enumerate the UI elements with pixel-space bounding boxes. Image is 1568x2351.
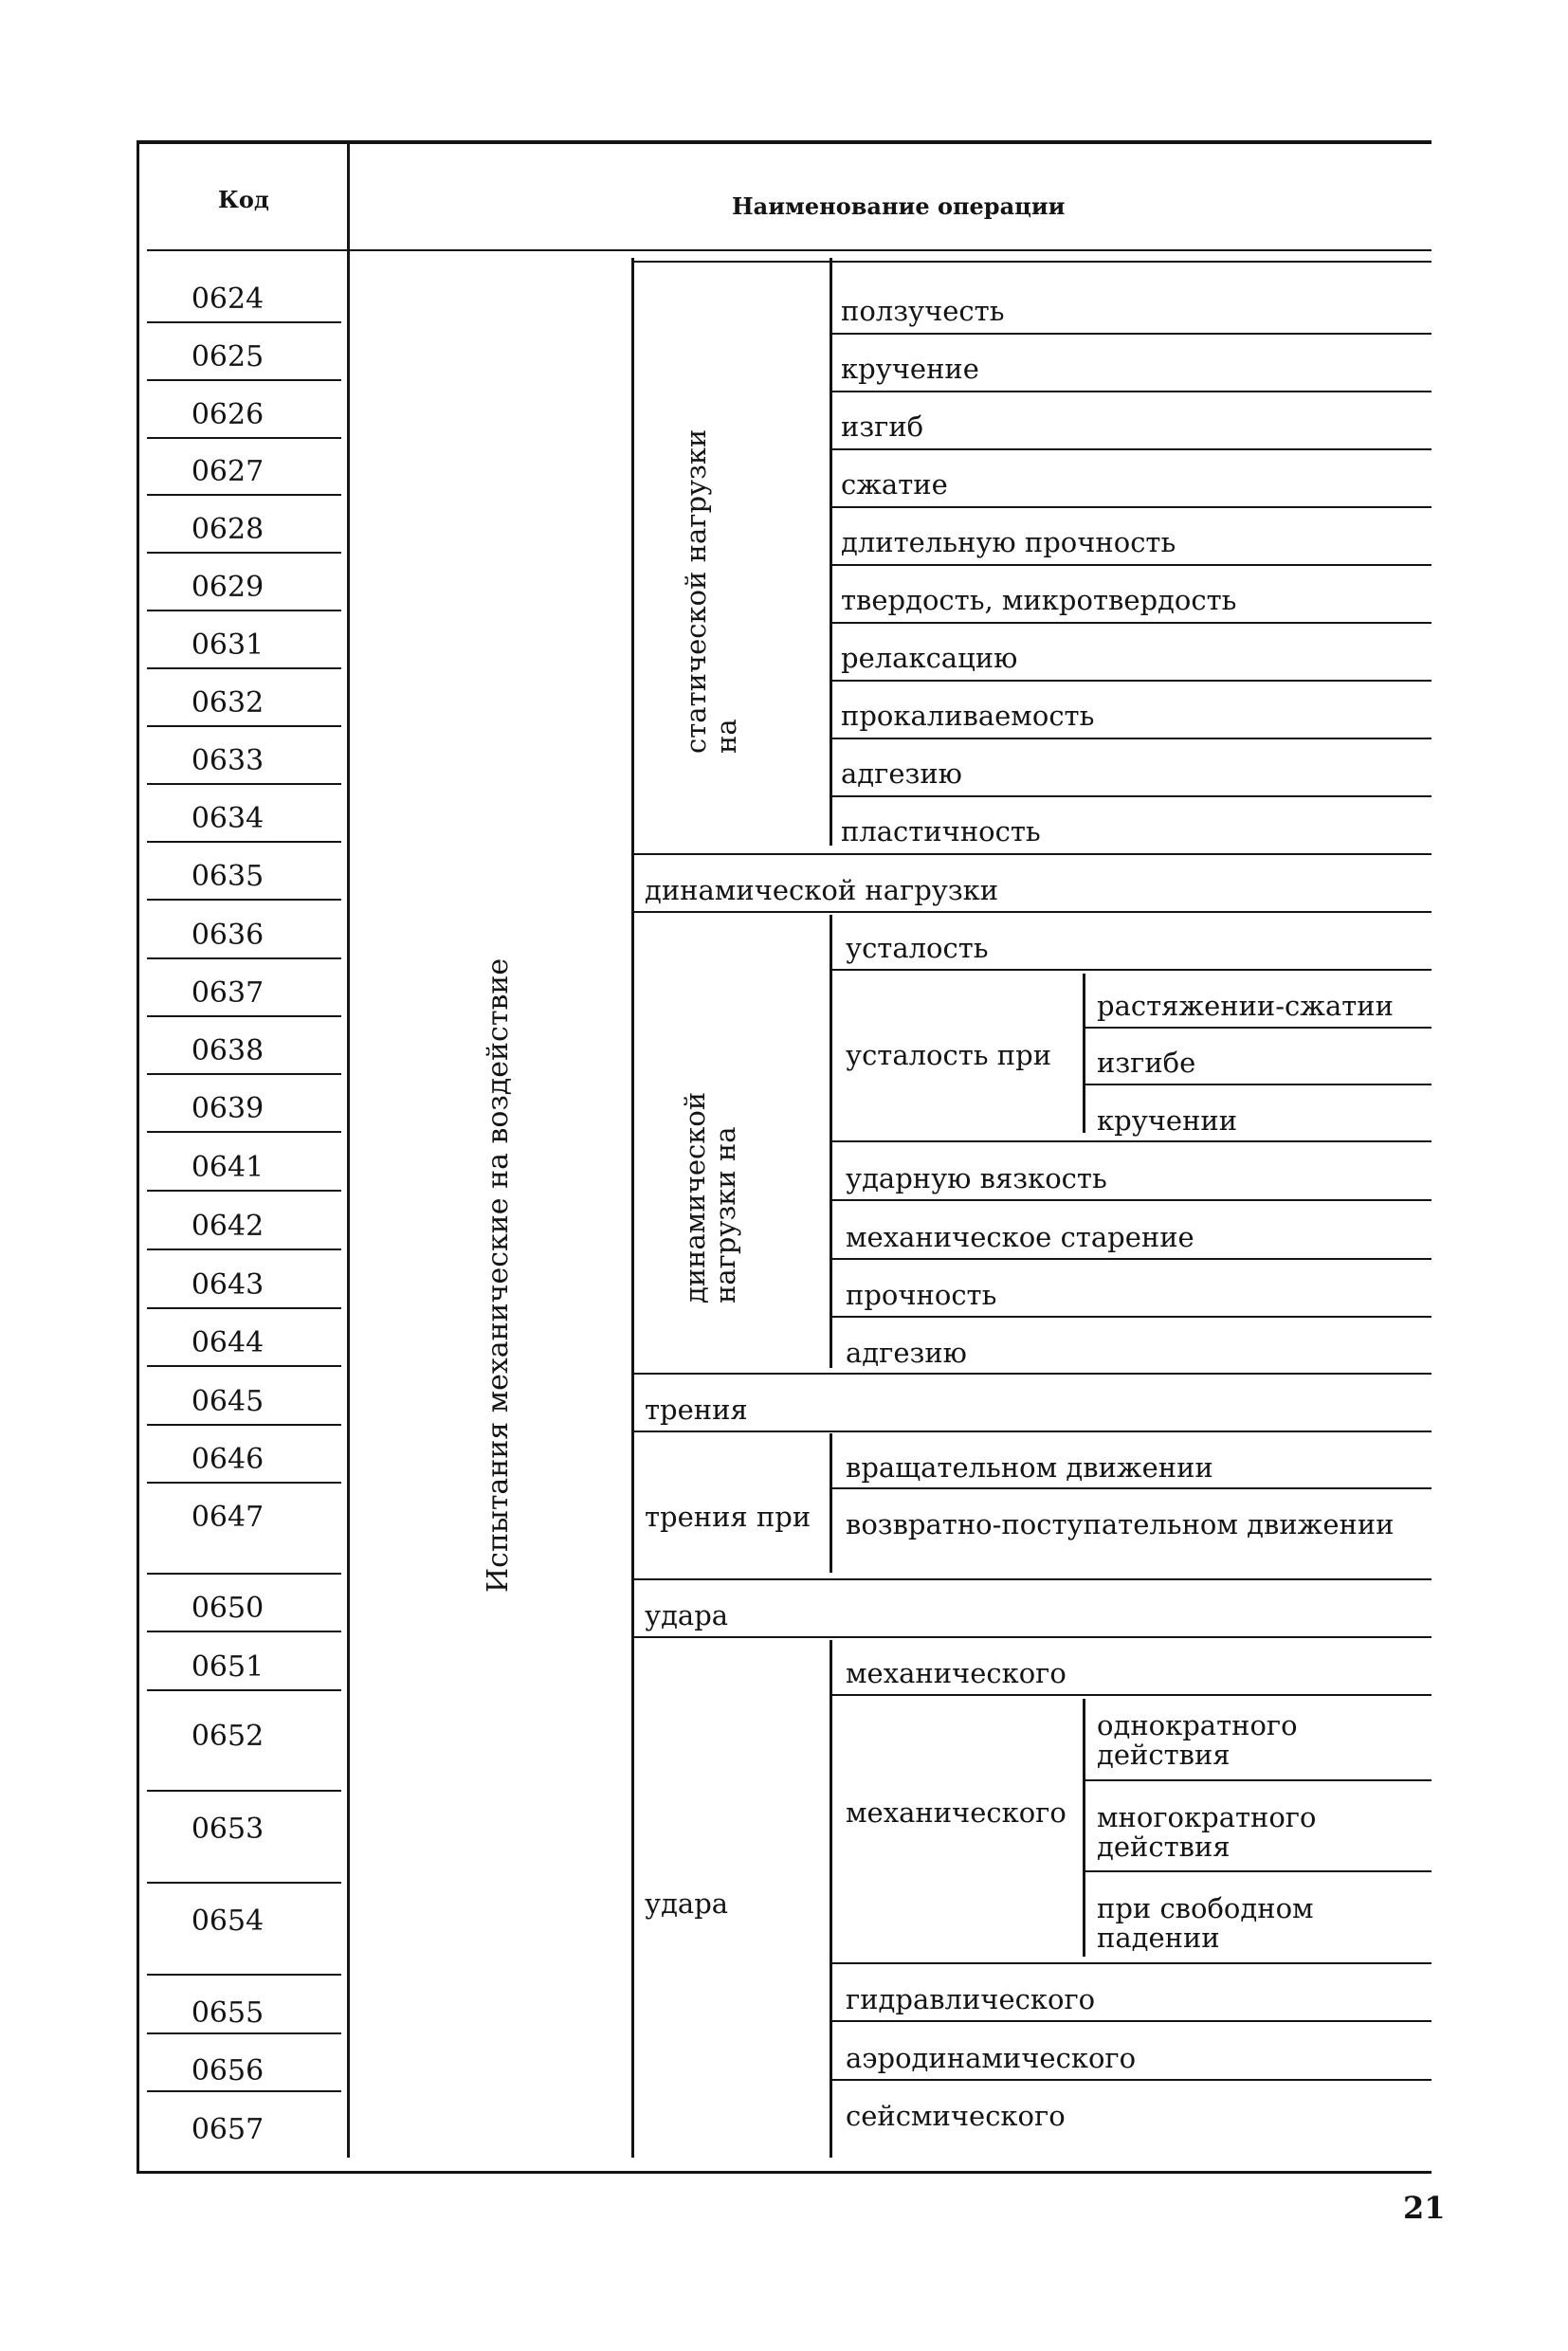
code-cell: 0629 [191, 571, 264, 604]
code-row-rule [147, 1131, 341, 1133]
static-item: твердость, микротвердость [841, 584, 1237, 616]
column-divider-code [347, 144, 350, 2158]
dynamic-row-rule [831, 1316, 1431, 1318]
code-cell: 0655 [191, 1996, 264, 2030]
code-cell: 0646 [191, 1443, 264, 1476]
code-row-rule [147, 1790, 341, 1792]
code-cell: 0628 [191, 513, 264, 546]
static-row-rule [831, 448, 1431, 450]
code-row-rule [147, 552, 341, 554]
code-row-rule [147, 1248, 341, 1250]
impact-row-rule [831, 2079, 1431, 2081]
impact-label: удара [645, 1599, 729, 1631]
mechanical-sub-item: при свободном падении [1097, 1892, 1314, 1954]
code-cell: 0644 [191, 1326, 264, 1359]
mechanical-group-label: механического [846, 1796, 1067, 1829]
static-item: изгиб [841, 410, 924, 443]
column-divider-static [830, 258, 832, 846]
code-cell: 0637 [191, 976, 264, 1010]
dynamic-row-rule [831, 1199, 1431, 1201]
static-item: сжатие [841, 468, 948, 501]
code-cell: 0624 [191, 282, 264, 316]
fatigue-at-label: усталость при [846, 1039, 1052, 1071]
impact-row-rule [831, 1962, 1431, 1964]
table-left-border [137, 140, 139, 2174]
friction-row-rule [831, 1487, 1431, 1489]
code-cell: 0654 [191, 1904, 264, 1938]
code-cell: 0631 [191, 629, 264, 662]
table-top-rule [137, 140, 1431, 144]
code-cell: 0652 [191, 1720, 264, 1753]
code-cell: 0650 [191, 1592, 264, 1625]
code-row-rule [147, 725, 341, 727]
static-row-rule [831, 391, 1431, 392]
dynamic-row-rule [831, 969, 1431, 971]
static-row-rule [831, 506, 1431, 508]
friction-label: трения [645, 1394, 748, 1426]
impact-row-rule [831, 1694, 1431, 1696]
static-item: релаксацию [841, 642, 1018, 674]
code-cell: 0647 [191, 1501, 264, 1534]
code-row-rule [147, 1974, 341, 1976]
column-divider-friction [830, 1433, 832, 1573]
code-row-rule [147, 841, 341, 843]
static-row-rule [831, 622, 1431, 624]
friction-rule [633, 1431, 1431, 1432]
code-row-rule [147, 1307, 341, 1309]
code-cell: 0657 [191, 2113, 264, 2146]
dynamic-load-rule [633, 911, 1431, 913]
code-cell: 0625 [191, 340, 264, 374]
code-row-rule [147, 1482, 341, 1484]
code-row-rule [147, 1882, 341, 1884]
impact-item-hydraulic: гидравлического [846, 1983, 1096, 2015]
impact-row-rule [831, 2020, 1431, 2022]
code-cell: 0639 [191, 1092, 264, 1125]
friction-item: возвратно-поступательном движении [846, 1508, 1395, 1540]
main-group-label: Испытания механические на воздействие [482, 957, 515, 1593]
static-item: пластичность [841, 815, 1041, 847]
mechanical-sub-item: многократного действия [1097, 1801, 1317, 1863]
impact-item-seismic: сейсмического [846, 2100, 1066, 2132]
code-row-rule [147, 783, 341, 785]
static-item: длительную прочность [841, 526, 1176, 558]
fatigue-sub-item: кручении [1097, 1104, 1238, 1137]
code-cell: 0633 [191, 744, 264, 777]
static-row-rule [831, 795, 1431, 797]
code-row-rule [147, 610, 341, 611]
impact-item-aero: аэродинамического [846, 2042, 1137, 2074]
mechanical-sub-rule [1085, 1779, 1431, 1781]
code-row-rule [147, 1073, 341, 1075]
fatigue-sub-rule [1085, 1027, 1431, 1029]
code-row-rule [147, 379, 341, 381]
mechanical-sub-rule [1085, 1870, 1431, 1872]
static-row-rule [831, 564, 1431, 566]
static-row-rule [831, 680, 1431, 682]
code-row-rule [147, 437, 341, 439]
mechanical-sub-item: однократного действия [1097, 1709, 1298, 1771]
header-code-label: Код [218, 186, 269, 213]
code-row-rule [147, 1689, 341, 1691]
static-item: ползучесть [841, 295, 1005, 327]
code-row-rule [147, 899, 341, 901]
column-divider-fatigue [1083, 974, 1085, 1133]
code-cell: 0653 [191, 1813, 264, 1846]
static-row-rule [633, 261, 1431, 263]
static-item: адгезию [841, 757, 962, 790]
friction-group-rule [633, 1578, 1431, 1580]
static-group-label: статической нагрузки на [680, 428, 742, 754]
dynamic-load-label: динамической нагрузки [645, 874, 999, 906]
code-row-rule [147, 1190, 341, 1192]
code-row-rule [147, 957, 341, 959]
code-row-rule [147, 2032, 341, 2034]
impact-item-mechanical: механического [846, 1657, 1067, 1689]
column-divider-mechanical [1083, 1699, 1085, 1957]
code-cell: 0627 [191, 455, 264, 488]
code-cell: 0626 [191, 398, 264, 431]
impact-group-label: удара [645, 1887, 729, 1920]
dynamic-row-rule [831, 1140, 1431, 1142]
static-group-rule [633, 853, 1431, 855]
code-cell: 0634 [191, 802, 264, 835]
code-row-rule [147, 1015, 341, 1017]
code-row-rule [147, 2090, 341, 2092]
dynamic-item-aging: механическое старение [846, 1221, 1194, 1253]
column-divider-main [631, 258, 634, 2158]
static-item: кручение [841, 353, 979, 385]
fatigue-sub-item: растяжении-сжатии [1097, 990, 1394, 1022]
impact-rule [633, 1636, 1431, 1638]
fatigue-sub-item: изгибе [1097, 1047, 1196, 1079]
dynamic-item-impact-strength: ударную вязкость [846, 1162, 1107, 1194]
code-row-rule [147, 321, 341, 323]
code-row-rule [147, 1573, 341, 1575]
code-cell: 0641 [191, 1151, 264, 1184]
code-row-rule [147, 1424, 341, 1426]
code-cell: 0651 [191, 1650, 264, 1684]
code-cell: 0642 [191, 1210, 264, 1243]
code-cell: 0638 [191, 1034, 264, 1067]
code-cell: 0632 [191, 686, 264, 720]
friction-at-label: трения при [645, 1501, 811, 1533]
code-row-rule [147, 667, 341, 669]
table-bottom-rule [137, 2171, 1431, 2174]
friction-item: вращательном движении [846, 1451, 1213, 1484]
dynamic-item-fatigue: усталость [846, 932, 989, 964]
static-item: прокаливаемость [841, 700, 1095, 732]
dynamic-on-group-label: динамической нагрузки на [679, 1091, 741, 1303]
header-rule [147, 249, 1431, 251]
code-row-rule [147, 1365, 341, 1367]
static-row-rule [831, 333, 1431, 335]
code-row-rule [147, 494, 341, 496]
code-row-rule [147, 1631, 341, 1632]
fatigue-sub-rule [1085, 1084, 1431, 1085]
dynamic-group-rule [633, 1373, 1431, 1375]
dynamic-item-adhesion: адгезию [846, 1337, 967, 1369]
code-cell: 0656 [191, 2054, 264, 2087]
page-number: 21 [1403, 2190, 1446, 2226]
code-cell: 0635 [191, 860, 264, 893]
static-row-rule [831, 738, 1431, 739]
code-cell: 0636 [191, 919, 264, 952]
dynamic-item-strength: прочность [846, 1279, 997, 1311]
code-cell: 0643 [191, 1268, 264, 1302]
code-cell: 0645 [191, 1385, 264, 1418]
dynamic-row-rule [831, 1258, 1431, 1260]
header-name-label: Наименование операции [732, 192, 1066, 220]
